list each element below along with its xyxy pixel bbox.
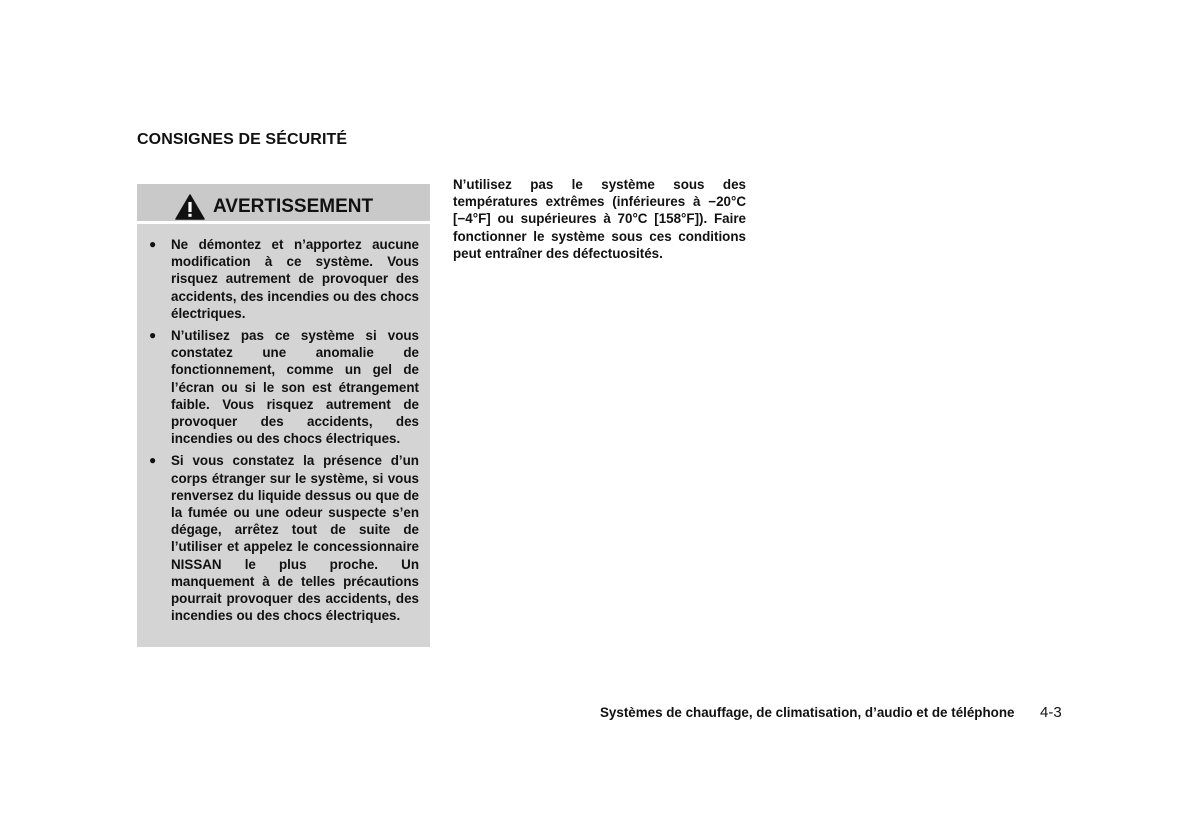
warning-item <box>137 452 430 624</box>
warning-item-text: Ne démontez et n’apportez aucune modification à ce système. Vous risquez autrement de provoquer des accidents, des incendies ou des chocs électriques. <box>171 237 419 321</box>
warning-item-text: Si vous constatez la présence d’un corps étranger sur le système, si vous renversez du liquide dessus ou que de la fumée ou une odeur suspecte s’en dégage, arrêtez tout de suite de l’utiliser et appelez le concessionnaire NISSAN le plus proche. Un manquement à de telles précautions pourrait provoquer des accidents, des incendies ou des chocs électriques. <box>171 453 419 624</box>
bullet: ● <box>149 453 157 468</box>
warning-list <box>137 236 430 629</box>
section-title: CONSIGNES DE SÉCURITÉ <box>137 131 348 148</box>
warning-box <box>137 184 430 647</box>
warning-title: AVERTISSEMENT <box>213 196 374 217</box>
warning-item-text: N’utilisez pas ce système si vous constatez une anomalie de fonctionnement, comme un gel de l’écran ou si le son est étrangement faible. Vous risquez autrement de provoquer des accidents, des incendies ou des chocs électriques. <box>171 328 419 447</box>
warning-triangle-icon <box>175 194 205 220</box>
warning-header <box>137 184 430 224</box>
temperature-caution-text: N’utilisez pas le système sous des températures extrêmes (inférieures à −20°C [−4°F] ou supérieures à 70°C [158°F]). Faire fonctionner le système sous ces conditions peut entraîner des défectuosités. <box>453 177 746 261</box>
warning-item <box>137 236 430 322</box>
warning-item <box>137 327 430 447</box>
bullet: ● <box>149 328 157 343</box>
chapter-footer: Systèmes de chauffage, de climatisation, d’audio et de téléphone <box>600 705 1015 720</box>
bullet: ● <box>149 237 157 251</box>
page-number: 4-3 <box>1040 704 1062 721</box>
